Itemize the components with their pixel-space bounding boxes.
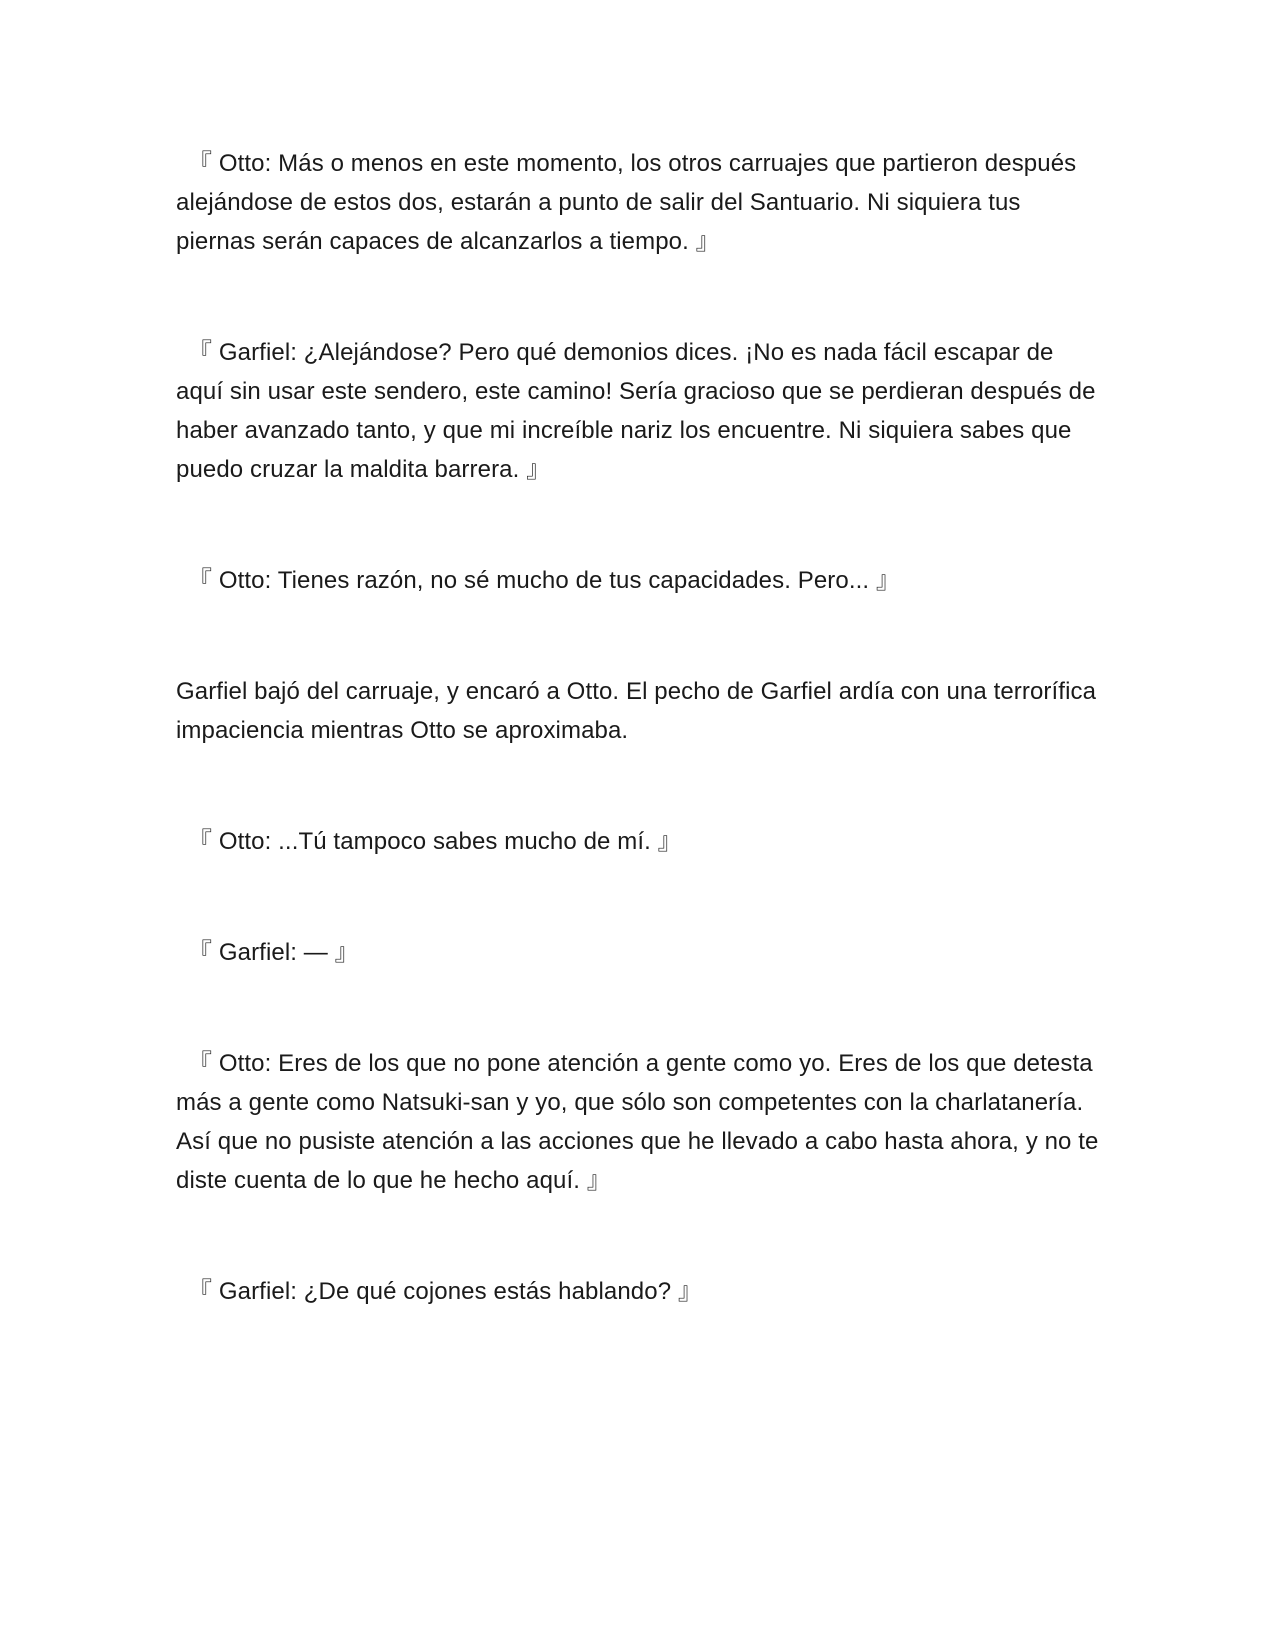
narration-paragraph: Garfiel bajó del carruaje, y encaró a Otto. El pecho de Garfiel ardía con una terrorífica impaciencia mientras Otto se aproximaba. (176, 678, 1097, 744)
dialogue-paragraph-otto-1: 『 Otto: Más o menos en este momento, los otros carruajes que partieron después alejándose de estos dos, estarán a punto de salir del Santuario. Ni siquiera tus piernas serán capaces de alcanzarlos a tiempo. 』 (176, 150, 1077, 255)
dialogue-paragraph-otto-3: 『 Otto: ...Tú tampoco sabes mucho de mí. 』 (188, 828, 682, 855)
dialogue-paragraph-garfiel-2: 『 Garfiel: — 』 (188, 939, 359, 966)
document-body (176, 144, 1106, 1383)
dialogue-paragraph-otto-4: 『 Otto: Eres de los que no pone atención a gente como yo. Eres de los que detesta más a gente como Natsuki-san y yo, que sólo son competentes con la charlatanería. Así que no pusiste atención a las acciones que he llevado a cabo hasta ahora, y no te diste cuenta de lo que he hecho aquí. 』 (176, 1050, 1099, 1194)
dialogue-paragraph-garfiel-3: 『 Garfiel: ¿De qué cojones estás hablando? 』 (188, 1278, 703, 1305)
dialogue-paragraph-garfiel-1: 『 Garfiel: ¿Alejándose? Pero qué demonios dices. ¡No es nada fácil escapar de aquí sin usar este sendero, este camino! Sería gracioso que se perdieran después de haber avanzado tanto, y que mi increíble nariz los encuentre. Ni siquiera sabes que puedo cruzar la maldita barrera. 』 (176, 339, 1096, 483)
dialogue-paragraph-otto-2: 『 Otto: Tienes razón, no sé mucho de tus capacidades. Pero... 』 (188, 567, 901, 594)
